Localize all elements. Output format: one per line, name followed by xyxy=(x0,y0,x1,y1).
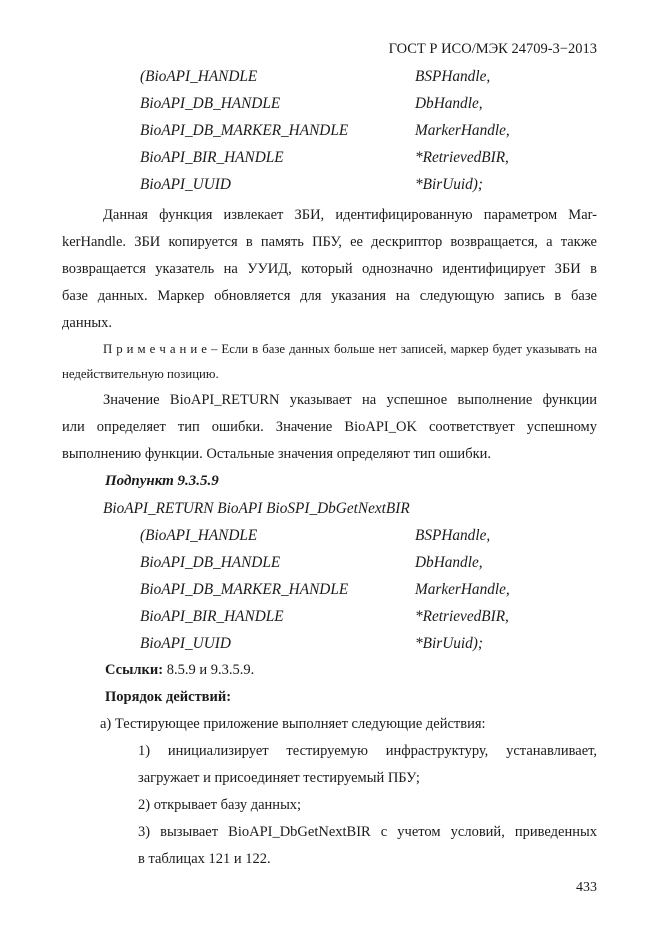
function-signature: BioAPI_RETURN BioAPI BioSPI_DbGetNextBIR xyxy=(103,500,410,517)
step-line: 2) открывает базу данных; xyxy=(138,797,302,813)
paragraph-function-description xyxy=(62,202,597,337)
paragraph-line: базе данных. Маркер обновляется для указания на следующую запись в базе xyxy=(62,288,597,304)
paragraph-line: Значение BioAPI_RETURN указывает на успешное выполнение функции xyxy=(103,392,597,408)
param-value: *BirUuid); xyxy=(415,176,483,193)
paragraph-line: Данная функция извлекает ЗБИ, идентифицированную параметром Mar- xyxy=(103,207,597,223)
step-line: 1) инициализирует тестируемую инфраструктуру, устанавливает, xyxy=(138,743,597,759)
procedure-intro: а) Тестирующее приложение выполняет следующие действия: xyxy=(100,716,486,732)
paragraph-return-value xyxy=(62,387,597,468)
param-value: MarkerHandle, xyxy=(415,581,510,598)
document-header: ГОСТ Р ИСО/МЭК 24709-3−2013 xyxy=(388,41,597,57)
subclause-heading: Подпункт 9.3.5.9 xyxy=(105,473,219,489)
param-row xyxy=(140,117,597,144)
page-number: 433 xyxy=(576,880,597,895)
references-text: 8.5.9 и 9.3.5.9. xyxy=(163,662,255,678)
function-params-block-2 xyxy=(62,522,597,657)
step-line: в таблицах 121 и 122. xyxy=(138,851,271,867)
step-line: загружает и присоединяет тестируемый ПБУ; xyxy=(138,770,420,786)
param-value: BSPHandle, xyxy=(415,527,491,544)
procedure-step-3 xyxy=(138,819,597,873)
param-type: BioAPI_DB_MARKER_HANDLE xyxy=(140,581,349,598)
param-type: BioAPI_BIR_HANDLE xyxy=(140,608,284,625)
procedure-heading: Порядок действий: xyxy=(105,689,232,705)
procedure-step-1 xyxy=(138,738,597,792)
param-type: (BioAPI_HANDLE xyxy=(140,527,258,544)
param-type: BioAPI_DB_MARKER_HANDLE xyxy=(140,122,349,139)
param-type: BioAPI_UUID xyxy=(140,635,231,652)
paragraph-line: kerHandle. ЗБИ копируется в память ПБУ, ее дескриптор возвращается, а также xyxy=(62,234,597,250)
procedure-step-2 xyxy=(138,792,597,819)
param-value: *BirUuid); xyxy=(415,635,483,652)
param-row xyxy=(140,90,597,117)
param-row xyxy=(140,603,597,630)
param-value: BSPHandle, xyxy=(415,68,491,85)
note-line: П р и м е ч а н и е – Если в базе данных больше нет записей, маркер будет указывать на xyxy=(103,342,597,356)
paragraph-line: возвращается указатель на УУИД, который однозначно идентифицирует ЗБИ в xyxy=(62,261,597,277)
param-value: DbHandle, xyxy=(415,554,483,571)
param-value: DbHandle, xyxy=(415,95,483,112)
param-type: BioAPI_UUID xyxy=(140,176,231,193)
param-row xyxy=(140,522,597,549)
param-row xyxy=(140,171,597,198)
param-type: BioAPI_DB_HANDLE xyxy=(140,554,281,571)
paragraph-line: или определяет тип ошибки. Значение BioAPI_OK соответствует успешному xyxy=(62,419,597,435)
references-line xyxy=(105,657,597,684)
param-row xyxy=(140,144,597,171)
param-value: *RetrievedBIR, xyxy=(415,608,509,625)
references-label: Ссылки: xyxy=(105,662,164,678)
param-value: MarkerHandle, xyxy=(415,122,510,139)
note-block xyxy=(62,337,597,387)
param-type: BioAPI_BIR_HANDLE xyxy=(140,149,284,166)
param-type: BioAPI_DB_HANDLE xyxy=(140,95,281,112)
step-line: 3) вызывает BioAPI_DbGetNextBIR с учетом условий, приведенных xyxy=(138,824,597,840)
param-row xyxy=(140,630,597,657)
param-row xyxy=(140,63,597,90)
param-row xyxy=(140,549,597,576)
param-value: *RetrievedBIR, xyxy=(415,149,509,166)
note-line: недействительную позицию. xyxy=(62,367,219,381)
paragraph-line: данных. xyxy=(62,315,112,331)
paragraph-line: выполнению функции. Остальные значения определяют тип ошибки. xyxy=(62,446,492,462)
param-row xyxy=(140,576,597,603)
param-type: (BioAPI_HANDLE xyxy=(140,68,258,85)
function-params-block-1 xyxy=(62,63,597,198)
